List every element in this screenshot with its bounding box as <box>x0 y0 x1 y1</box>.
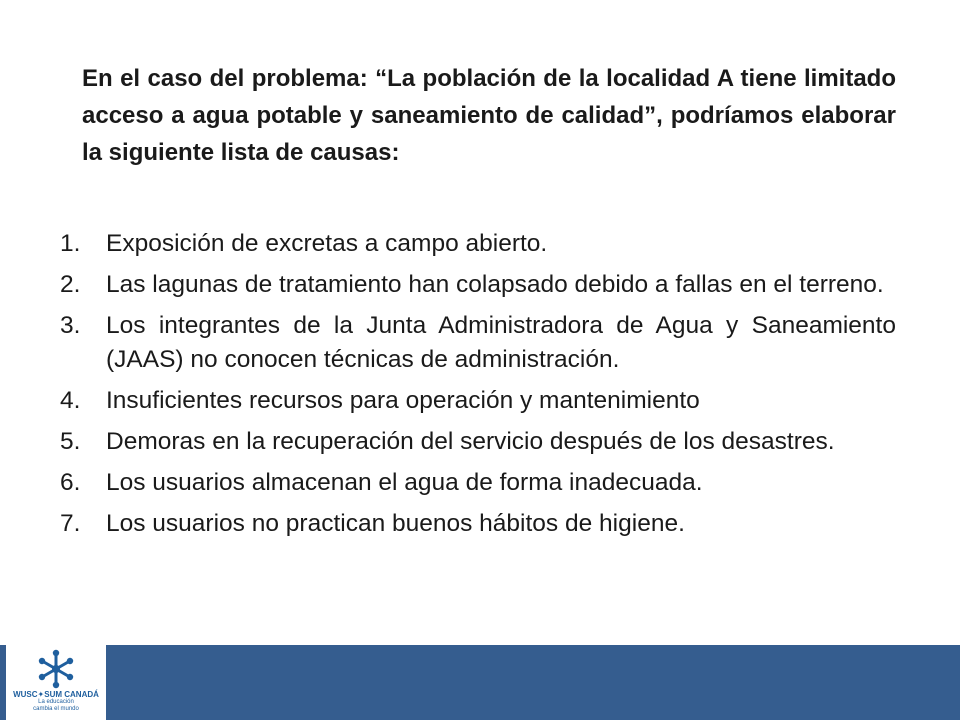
logo-name: WUSC✦SUM CANADÁ <box>13 690 99 699</box>
list-text: Las lagunas de tratamiento han colapsado debido a fallas en el terreno. <box>106 271 884 298</box>
list-text: Los usuarios no practican buenos hábitos de higiene. <box>106 510 685 537</box>
list-item <box>60 507 896 541</box>
list-item <box>60 309 896 377</box>
list-text: Los integrantes de la Junta Administradora de Agua y Saneamiento (JAAS) no conocen técnicas de administración. <box>106 312 896 373</box>
list-number: 3. <box>60 312 81 339</box>
list-number: 2. <box>60 271 81 298</box>
list-item <box>60 227 896 261</box>
list-text: Demoras en la recuperación del servicio después de los desastres. <box>106 428 835 455</box>
list-text: Insuficientes recursos para operación y mantenimiento <box>106 387 700 414</box>
logo-tagline: cambia el mundo <box>33 706 79 712</box>
list-number: 4. <box>60 387 81 414</box>
list-item <box>60 384 896 418</box>
list-item <box>60 268 896 302</box>
list-number: 1. <box>60 230 81 257</box>
snowflake-icon <box>36 649 76 689</box>
intro-paragraph: En el caso del problema: “La población de la localidad A tiene limitado acceso a agua potable y saneamiento de calidad”, podríamos elaborar la siguiente lista de causas: <box>82 65 896 166</box>
logo-tagline: La educación <box>38 699 74 705</box>
list-text: Los usuarios almacenan el agua de forma inadecuada. <box>106 469 703 496</box>
list-number: 6. <box>60 469 81 496</box>
wusc-logo <box>6 645 106 720</box>
list-item <box>60 466 896 500</box>
list-item <box>60 425 896 459</box>
list-text: Exposición de excretas a campo abierto. <box>106 230 548 257</box>
footer-bar <box>0 645 960 720</box>
list-number: 5. <box>60 428 81 455</box>
list-number: 7. <box>60 510 81 537</box>
causes-list <box>60 227 896 548</box>
